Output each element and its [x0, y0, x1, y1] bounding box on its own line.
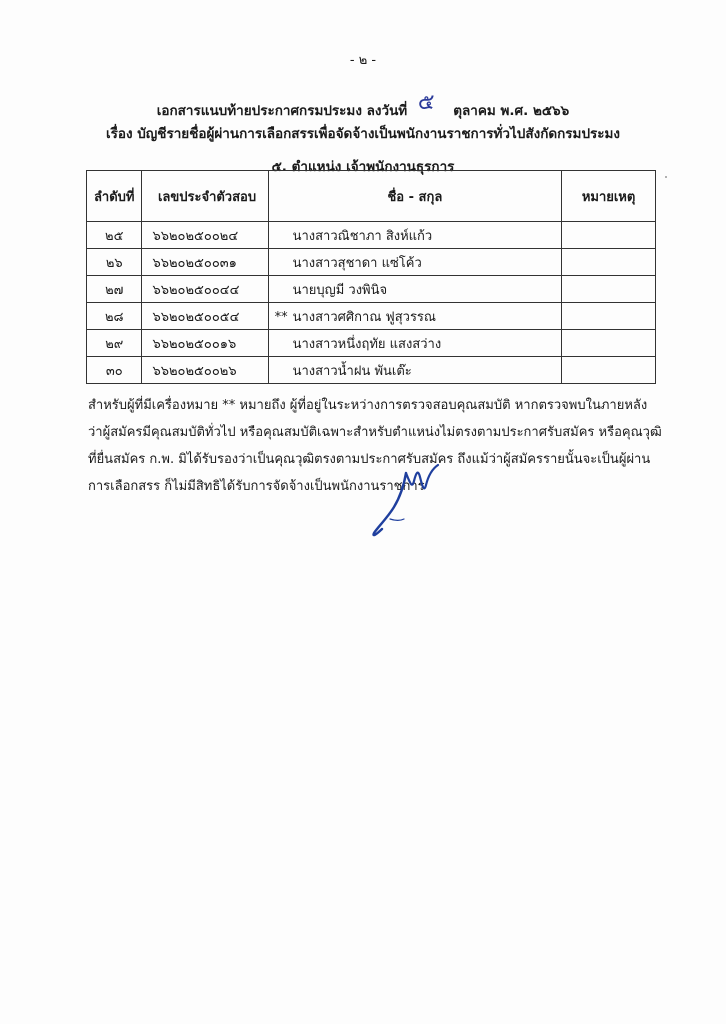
table-row	[87, 222, 656, 249]
row-name-cell	[268, 357, 562, 384]
scan-speck	[665, 176, 667, 178]
row-order: ๒๘	[87, 303, 142, 330]
table-row	[87, 303, 656, 330]
header-order: ลำดับที่	[87, 171, 142, 222]
row-order: ๒๙	[87, 330, 142, 357]
row-name: นางสาวน้ำฝน พันเต๊ะ	[292, 363, 412, 379]
header-remarks: หมายเหตุ	[562, 171, 656, 222]
handwritten-signature-icon	[360, 455, 450, 545]
header-name: ชื่อ - สกุล	[268, 171, 562, 222]
footnote-line: สำหรับผู้ที่มีเครื่องหมาย ** หมายถึง ผู้ที่อยู่ในระหว่างการตรวจสอบคุณสมบัติ หากตรวจพบในภายหลัง	[88, 398, 648, 413]
row-name: นางสาวสุชาดา แซ่โค้ว	[292, 255, 422, 271]
row-remarks	[562, 222, 656, 249]
row-exam-id: ๖๖๒๐๒๕๐๐๔๔	[142, 276, 268, 303]
row-name-cell	[268, 249, 562, 276]
table-row	[87, 357, 656, 384]
footnote-line: ที่ยื่นสมัคร ก.พ. มิได้รับรองว่าเป็นคุณวุฒิตรงตามประกาศรับสมัคร ถึงแม้ว่าผู้สมัครรายนั้นจะเป็นผู้ผ่าน	[88, 452, 651, 467]
row-order: ๒๗	[87, 276, 142, 303]
row-mark: **	[274, 309, 288, 325]
row-exam-id: ๖๖๒๐๒๕๐๐๒๖	[142, 357, 268, 384]
row-name-cell	[268, 303, 562, 330]
table-row	[87, 249, 656, 276]
announcement-prefix: เอกสารแนบท้ายประกาศกรมประมง ลงวันที่	[156, 103, 408, 119]
announcement-date-line	[0, 90, 726, 125]
row-remarks	[562, 276, 656, 303]
row-order: ๒๖	[87, 249, 142, 276]
document-subject: เรื่อง บัญชีรายชื่อผู้ผ่านการเลือกสรรเพื่อจัดจ้างเป็นพนักงานราชการทั่วไปสังกัดกรมประมง	[105, 126, 621, 142]
row-name-cell	[268, 222, 562, 249]
candidate-table	[86, 170, 656, 384]
page-number: - ๒ -	[349, 53, 377, 68]
row-exam-id: ๖๖๒๐๒๕๐๐๕๔	[142, 303, 268, 330]
row-remarks	[562, 249, 656, 276]
row-order: ๒๕	[87, 222, 142, 249]
row-remarks	[562, 330, 656, 357]
row-name: นางสาวณิชาภา สิงห์แก้ว	[292, 228, 433, 244]
row-name: นางสาวศศิกาณ ฟูสุวรรณ	[292, 309, 436, 325]
row-order: ๓๐	[87, 357, 142, 384]
footnote-line: ว่าผู้สมัครมีคุณสมบัติทั่วไป หรือคุณสมบัติเฉพาะสำหรับตำแหน่งไม่ตรงตามประกาศรับสมัคร หรือคุณวุฒิ	[88, 425, 662, 440]
announcement-month-year: ตุลาคม พ.ศ. ๒๕๖๖	[453, 103, 570, 119]
row-remarks	[562, 357, 656, 384]
row-name: นางสาวหนึ่งฤทัย แสงสว่าง	[292, 336, 442, 352]
table-header-row	[87, 171, 656, 222]
row-name: นายบุญมี วงพินิจ	[292, 282, 388, 298]
table-row	[87, 330, 656, 357]
row-name-cell	[268, 330, 562, 357]
row-exam-id: ๖๖๒๐๒๕๐๐๒๔	[142, 222, 268, 249]
row-exam-id: ๖๖๒๐๒๕๐๐๑๖	[142, 330, 268, 357]
table-row	[87, 276, 656, 303]
handwritten-date-day: ๕	[417, 90, 435, 115]
row-name-cell	[268, 276, 562, 303]
row-remarks	[562, 303, 656, 330]
row-exam-id: ๖๖๒๐๒๕๐๐๓๑	[142, 249, 268, 276]
footnote-line: การเลือกสรร ก็ไม่มีสิทธิได้รับการจัดจ้างเป็นพนักงานราชการ	[88, 479, 425, 494]
header-exam-id: เลขประจำตัวสอบ	[142, 171, 268, 222]
position-title: ๕. ตำแหน่ง เจ้าพนักงานธุรการ	[271, 159, 455, 175]
